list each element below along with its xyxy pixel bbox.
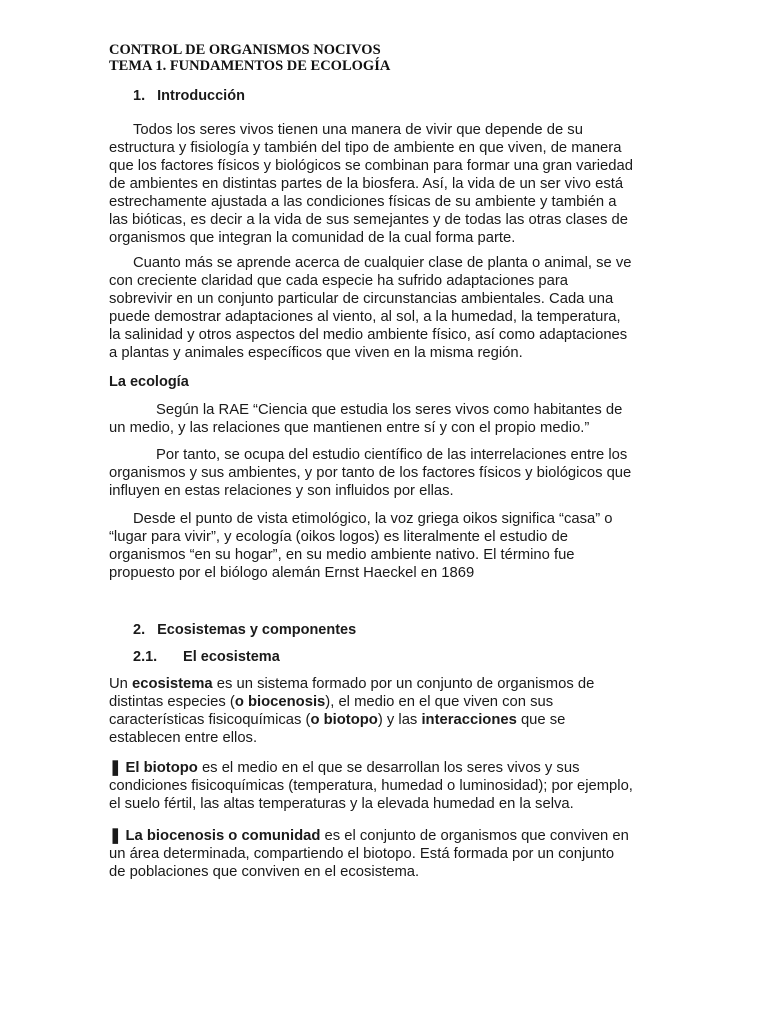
text-line: Cuanto más se aprende acerca de cualquier clase de planta o animal, se ve (133, 255, 632, 271)
text-line: condiciones fisicoquímicas (temperatura, humedad o luminosidad); por ejemplo, (109, 778, 633, 794)
text-line (109, 711, 669, 729)
text-run: es un sistema formado por un conjunto de organismos de (212, 676, 595, 692)
ecologia-paragraph-2 (109, 446, 669, 500)
text-line (109, 827, 669, 845)
ecologia-heading: La ecología (109, 374, 189, 390)
term-ecosistema: ecosistema (132, 676, 213, 692)
text-line (109, 759, 669, 777)
term-interacciones: interacciones (421, 712, 517, 728)
biocenosis-paragraph (109, 827, 669, 881)
text-line: un medio, y las relaciones que mantienen entre sí y con el propio medio.” (109, 420, 590, 436)
term-biotopo: El biotopo (121, 760, 198, 776)
text-line: Todos los seres vivos tienen una manera de vivir que depende de su (133, 122, 583, 138)
text-line: organismos que integran la comunidad de la cual forma parte. (109, 230, 516, 246)
text-line: de ambientes en distintas partes de la biosfera. Así, la vida de un ser vivo está (109, 176, 624, 192)
text-line: organismos “en su hogar”, en su medio ambiente nativo. El término fue (109, 547, 575, 563)
text-line: influyen en estas relaciones y son influidos por ellas. (109, 483, 454, 499)
ecologia-paragraph-3 (109, 510, 669, 582)
text-run: ), el medio en el que viven con sus (325, 694, 554, 710)
text-line: estrechamente ajustada a las condiciones físicas de su ambiente y también a (109, 194, 617, 210)
text-line (109, 693, 669, 711)
section-1-title: Introducción (157, 88, 245, 104)
section-2-1-title: El ecosistema (183, 649, 280, 665)
text-line: establecen entre ellos. (109, 730, 258, 746)
biotopo-paragraph (109, 759, 669, 813)
term-biotopo: o biotopo (310, 712, 378, 728)
text-line (109, 675, 669, 693)
bullet-bar-icon: ❚ (109, 828, 122, 844)
text-line: puede demostrar adaptaciones al viento, al sol, a la humedad, la temperatura, (109, 309, 621, 325)
text-run: distintas especies ( (109, 694, 235, 710)
term-biocenosis: o biocenosis (234, 694, 326, 710)
bullet-bar-icon: ❚ (109, 760, 122, 776)
section-2-1-number: 2.1. (133, 649, 158, 665)
text-line: el suelo fértil, las altas temperaturas y la elevada humedad en la selva. (109, 796, 574, 812)
text-line: Según la RAE “Ciencia que estudia los seres vivos como habitantes de (156, 402, 623, 418)
section-2-1-heading (133, 648, 280, 666)
text-line: un área determinada, compartiendo el biotopo. Está formada por un conjunto (109, 846, 615, 862)
intro-paragraph-1 (109, 121, 669, 247)
text-line: de poblaciones que conviven en el ecosistema. (109, 864, 420, 880)
section-2-heading (133, 621, 356, 639)
text-line: propuesto por el biólogo alemán Ernst Haeckel en 1869 (109, 565, 475, 581)
ecosistema-paragraph (109, 675, 669, 747)
text-line: Por tanto, se ocupa del estudio científico de las interrelaciones entre los (156, 447, 628, 463)
header-line-1: CONTROL DE ORGANISMOS NOCIVOS (109, 42, 381, 58)
text-line: que los factores físicos y biológicos se combinan para formar una gran variedad (109, 158, 633, 174)
text-line: con creciente claridad que cada especie ha sufrido adaptaciones para (109, 273, 569, 289)
ecologia-paragraph-1 (109, 401, 669, 437)
text-line: “lugar para vivir”, y ecología (oikos logos) es literalmente el estudio de (109, 529, 568, 545)
term-biocenosis: La biocenosis o comunidad (121, 828, 321, 844)
section-1-number: 1. (133, 88, 146, 104)
header-line-2: TEMA 1. FUNDAMENTOS DE ECOLOGÍA (109, 58, 391, 74)
text-run: es el conjunto de organismos que conviven en (320, 828, 629, 844)
text-line: la salinidad y otros aspectos del medio ambiente físico, así como adaptaciones (109, 327, 628, 343)
text-run: Un (109, 676, 133, 692)
text-line: estructura y fisiología y también del tipo de ambiente en que viven, de manera (109, 140, 622, 156)
text-run: es el medio en el que se desarrollan los seres vivos y sus (197, 760, 580, 776)
text-run: características fisicoquímicas ( (109, 712, 311, 728)
text-line: Desde el punto de vista etimológico, la voz griega oikos significa “casa” o (133, 511, 613, 527)
intro-paragraph-2 (109, 254, 669, 362)
text-line: las bióticas, es decir a la vida de sus semejantes y de todas las otras clases de (109, 212, 628, 228)
section-2-title: Ecosistemas y componentes (157, 622, 357, 638)
text-run: que se (516, 712, 566, 728)
text-line: sobrevivir en un conjunto particular de circunstancias ambientales. Cada una (109, 291, 614, 307)
text-line: a plantas y animales específicos que viven en la misma región. (109, 345, 523, 361)
text-line: organismos y sus ambientes, y por tanto de los factores físicos y biológicos que (109, 465, 632, 481)
document-header (109, 42, 390, 74)
section-2-number: 2. (133, 622, 146, 638)
section-1-heading (133, 87, 245, 105)
text-run: ) y las (377, 712, 422, 728)
